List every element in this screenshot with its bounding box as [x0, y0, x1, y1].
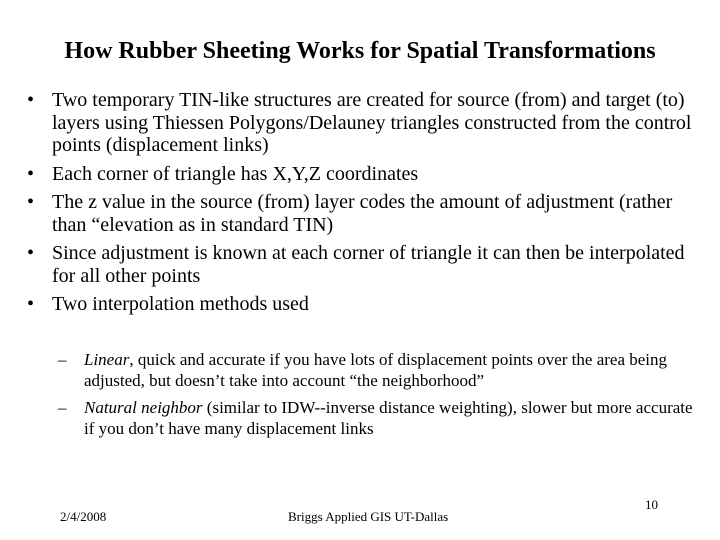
footer-attribution: Briggs Applied GIS UT-Dallas: [288, 509, 449, 524]
sub-bullet-item: [58, 349, 698, 391]
method-term: Natural neighbor: [84, 398, 203, 417]
bullet-item: [24, 163, 704, 186]
sub-bullet-item: [58, 397, 698, 439]
bullet-marker: •: [27, 162, 35, 185]
sub-bullet-marker: –: [58, 350, 67, 369]
method-description: , quick and accurate if you have lots of displacement points over the area being adjusted, but doesn’t take into account “the neighborhood”: [84, 350, 668, 390]
bullet-marker: •: [27, 89, 35, 111]
bullet-text: Two interpolation methods used: [52, 293, 309, 315]
footer-date: 2/4/2008: [60, 509, 107, 524]
method-term: Linear: [84, 350, 130, 369]
bullet-list: [24, 89, 704, 322]
bullet-marker: •: [27, 191, 35, 213]
bullet-text: The z value in the source (from) layer codes the amount of adjustment (rather than “elevation as in standard TIN): [52, 191, 673, 236]
sub-bullet-list: [58, 349, 698, 445]
bullet-item: [24, 242, 704, 287]
bullet-item: [24, 89, 704, 157]
bullet-marker: •: [27, 293, 35, 315]
method-description: (similar to IDW--inverse distance weighting), slower but more accurate if you don’t have many displacement links: [84, 398, 693, 438]
page-number: 10: [645, 497, 658, 512]
bullet-item: [24, 191, 704, 236]
bullet-marker: •: [27, 242, 35, 264]
sub-bullet-marker: –: [58, 398, 67, 417]
bullet-item: [24, 293, 704, 316]
bullet-text: Two temporary TIN-like structures are created for source (from) and target (to) layers using Thiessen Polygons/Delauney triangles constructed from the control points (displacement links): [52, 89, 692, 156]
bullet-text: Each corner of triangle has X,Y,Z coordinates: [52, 162, 419, 185]
slide-title: How Rubber Sheeting Works for Spatial Transformations: [64, 38, 656, 64]
bullet-text: Since adjustment is known at each corner of triangle it can then be interpolated for all other points: [52, 242, 685, 287]
